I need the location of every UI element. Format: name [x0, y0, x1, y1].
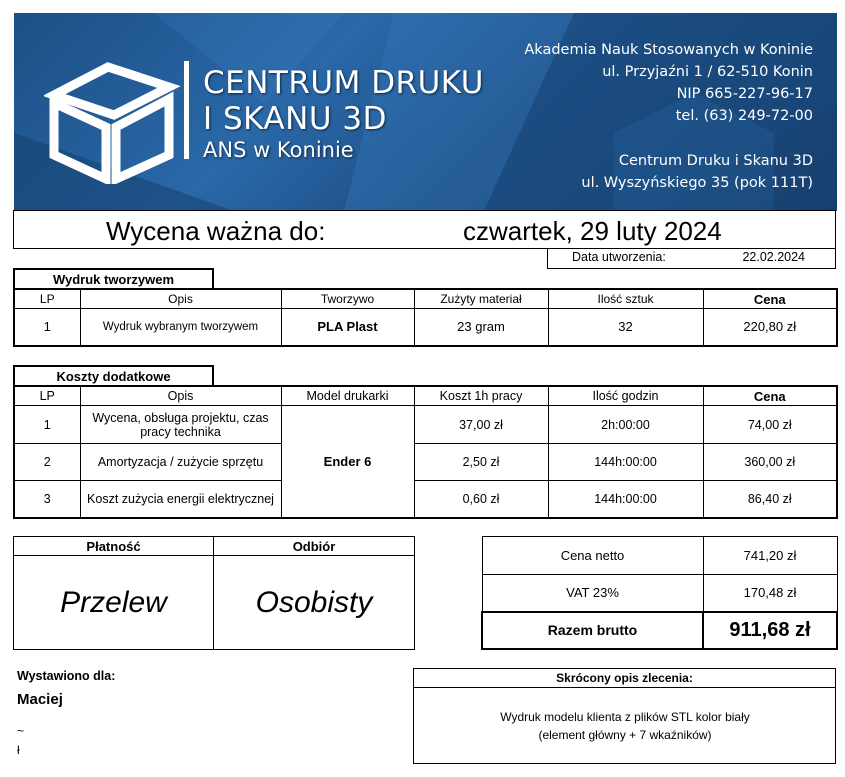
validity-label: Wycena ważna do: [106, 216, 326, 246]
col-qty: Ilość sztuk [548, 289, 703, 309]
costs-section-title: Koszty dodatkowe [13, 365, 214, 386]
table-row [14, 406, 837, 444]
payment-value-row [14, 556, 415, 650]
created-date: 22.02.2024 [742, 250, 805, 264]
cost-desc: Wycena, obsługa projektu, czas pracy technika [80, 406, 281, 444]
vat-label: VAT 23% [482, 575, 703, 612]
totals-vat-row [482, 575, 837, 612]
vat-value: 170,48 zł [703, 575, 837, 612]
logo-divider [184, 61, 189, 159]
pickup-label: Odbiór [214, 537, 415, 556]
address-line-2: ul. Przyjaźni 1 / 62-510 Konin [602, 64, 813, 80]
print-used: 23 gram [414, 309, 548, 346]
created-label: Data utworzenia: [572, 250, 666, 264]
cost-hours: 2h:00:00 [548, 406, 703, 444]
totals-table [481, 536, 838, 650]
payment-label: Płatność [14, 537, 214, 556]
print-table-header [14, 289, 837, 309]
costs-table-header [14, 386, 837, 406]
col-rate: Koszt 1h pracy [414, 386, 548, 406]
print-desc: Wydruk wybranym tworzywem [80, 309, 281, 346]
cost-price: 360,00 zł [703, 444, 837, 481]
print-material: PLA Plast [281, 309, 414, 346]
table-row [14, 481, 837, 518]
col-price: Cena [703, 289, 837, 309]
brand-line-3: ANS w Koninie [203, 138, 354, 162]
cost-lp: 1 [14, 406, 80, 444]
summary-title: Skrócony opis zlecenia: [414, 669, 835, 688]
col-used: Zużyty materiał [414, 289, 548, 309]
payment-value: Przelew [14, 556, 214, 650]
col-price: Cena [703, 386, 837, 406]
gross-label: Razem brutto [482, 612, 703, 649]
center-line-2: ul. Wyszyńskiego 35 (pok 111T) [581, 175, 813, 191]
totals-net-row [482, 537, 837, 575]
validity-box [13, 210, 836, 249]
cost-rate: 37,00 zł [414, 406, 548, 444]
client-line-3: ł [17, 743, 20, 757]
header-banner [14, 13, 837, 211]
col-hours: Ilość godzin [548, 386, 703, 406]
cost-lp: 2 [14, 444, 80, 481]
cost-rate: 2,50 zł [414, 444, 548, 481]
address-line-3: NIP 665-227-96-17 [676, 86, 813, 102]
col-desc: Opis [80, 289, 281, 309]
print-section-title: Wydruk tworzywem [13, 268, 214, 289]
brand-line-1: CENTRUM DRUKU [203, 65, 484, 101]
summary-box [413, 668, 836, 764]
center-line-1: Centrum Druku i Skanu 3D [618, 153, 813, 169]
brand-line-2: I SKANU 3D [203, 101, 387, 137]
col-desc: Opis [80, 386, 281, 406]
table-row [14, 444, 837, 481]
print-price: 220,80 zł [703, 309, 837, 346]
address-line-1: Akademia Nauk Stosowanych w Koninie [524, 42, 813, 58]
cost-price: 86,40 zł [703, 481, 837, 518]
print-qty: 32 [548, 309, 703, 346]
cost-desc: Koszt zużycia energii elektrycznej [80, 481, 281, 518]
cost-hours: 144h:00:00 [548, 481, 703, 518]
client-line-2: ~ [17, 724, 25, 738]
cost-lp: 3 [14, 481, 80, 518]
summary-text: Wydruk modelu klienta z plików STL kolor biały (element główny + 7 wkaźników) [500, 710, 750, 742]
address-line-4: tel. (63) 249-72-00 [675, 108, 813, 124]
col-lp: LP [14, 289, 80, 309]
col-lp: LP [14, 386, 80, 406]
table-row [14, 309, 837, 346]
cost-printer: Ender 6 [281, 406, 414, 518]
net-value: 741,20 zł [703, 537, 837, 575]
cost-desc: Amortyzacja / zużycie sprzętu [80, 444, 281, 481]
payment-header-row [14, 537, 415, 556]
print-lp: 1 [14, 309, 80, 346]
totals-gross-row [482, 612, 837, 649]
gross-value: 911,68 zł [703, 612, 837, 649]
client-label: Wystawiono dla: [17, 669, 116, 683]
validity-date: czwartek, 29 luty 2024 [463, 216, 722, 246]
net-label: Cena netto [482, 537, 703, 575]
payment-pickup-table [13, 536, 415, 650]
cost-hours: 144h:00:00 [548, 444, 703, 481]
created-box [547, 248, 836, 269]
print-table [13, 288, 838, 347]
col-printer: Model drukarki [281, 386, 414, 406]
client-name: Maciej [17, 691, 63, 708]
pickup-value: Osobisty [214, 556, 415, 650]
cost-rate: 0,60 zł [414, 481, 548, 518]
costs-table [13, 385, 838, 519]
cube-logo-icon [44, 59, 194, 184]
col-material: Tworzywo [281, 289, 414, 309]
cost-price: 74,00 zł [703, 406, 837, 444]
